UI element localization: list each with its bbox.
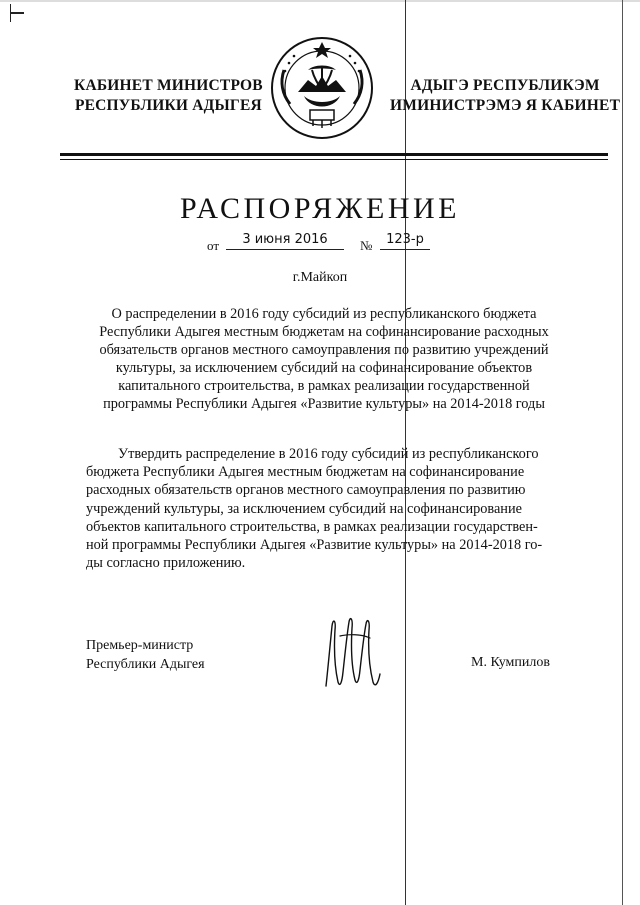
crop-mark-horizontal <box>10 12 24 14</box>
signatory-position <box>86 636 205 674</box>
subject-line: обязательств органов местного самоуправления по развитию учреждений <box>99 342 549 358</box>
body-line: расходных обязательств органов местного самоуправления по развитию <box>86 482 526 499</box>
header-rule-thin <box>60 159 608 160</box>
header-right <box>390 76 620 116</box>
body-line: бюджета Республики Адыгея местным бюджетам на софинансирование <box>86 464 525 481</box>
scan-edge <box>0 0 640 2</box>
handwritten-signature <box>318 612 384 694</box>
document-number: 123-р <box>380 232 430 250</box>
header-left-line2: РЕСПУБЛИКИ АДЫГЕЯ <box>74 97 262 114</box>
body-line: ды согласно приложению. <box>86 555 246 572</box>
body-line: объектов капитального строительства, в рамках реализации государствен- <box>86 518 538 535</box>
subject-line: программы Республики Адыгея «Развитие культуры» на 2014-2018 годы <box>103 396 545 412</box>
signatory-position-line1: Премьер-министр <box>86 638 194 653</box>
signatory-name: М. Кумпилов <box>471 655 550 670</box>
body-line: ной программы Республики Адыгея «Развитие культуры» на 2014-2018 го- <box>86 537 543 554</box>
date-prefix: от <box>207 238 220 253</box>
header-right-line1: АДЫГЭ РЕСПУБЛИКЭМ <box>410 77 600 94</box>
document-title: РАСПОРЯЖЕНИЕ <box>179 192 461 225</box>
header-left-line1: КАБИНЕТ МИНИСТРОВ <box>74 77 263 94</box>
document-subject <box>86 305 562 413</box>
number-sign: № <box>360 238 373 253</box>
header-right-line2: ИМИНИСТРЭМЭ Я КАБИНЕТ <box>390 97 621 114</box>
scan-artifact-line-right <box>622 0 623 905</box>
body-line: Утвердить распределение в 2016 году субсидий из республиканского <box>118 446 539 462</box>
document-date: 3 июня 2016 <box>226 232 344 250</box>
header-left <box>74 76 263 116</box>
body-line: учреждений культуры, за исключением субсидий на софинансирование <box>86 500 522 517</box>
city: г.Майкоп <box>292 270 348 285</box>
subject-line: капитального строительства, в рамках реализации государственной <box>118 378 530 394</box>
coat-of-arms-icon <box>268 34 376 142</box>
subject-line: культуры, за исключением субсидий на софинансирование объектов <box>115 360 533 376</box>
document-body <box>86 445 562 572</box>
subject-line: Республики Адыгея местным бюджетам на софинансирование расходных <box>99 324 549 340</box>
subject-line: О распределении в 2016 году субсидий из республиканского бюджета <box>111 306 537 322</box>
header-rule-thick <box>60 153 608 156</box>
signatory-position-line2: Республики Адыгея <box>86 657 205 672</box>
